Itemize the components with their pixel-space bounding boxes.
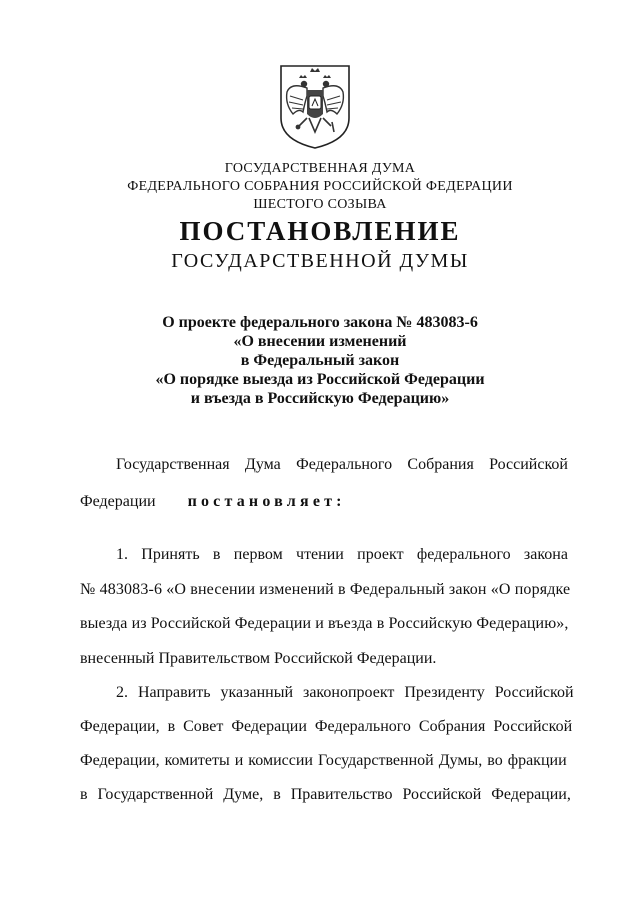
document-subtitle: ГОСУДАРСТВЕННОЙ ДУМЫ [171,250,469,272]
item1-word: Принять [141,546,200,563]
item1-word: в [212,546,221,563]
resolution-subject [0,313,640,408]
item1-line [116,545,568,565]
preamble-word: Дума [244,456,281,473]
item1-word: чтении [296,546,344,563]
preamble-start: Федерации [80,493,156,510]
subject-line: «О внесении изменений [233,333,407,350]
subject-line: и въезда в Российскую Федерацию» [190,390,450,407]
item1-line: № 483083-6 «О внесении изменений в Федеральный закон «О порядке [80,581,571,598]
preamble-word: Федерального [296,456,393,473]
preamble-word: Собрания [407,456,474,473]
item1-word: 1. [116,546,128,563]
document-title: ПОСТАНОВЛЕНИЕ [179,216,461,246]
preamble-word: Российской [489,456,568,473]
item1-word: первом [233,546,283,563]
decree-word: постановляет: [187,493,346,510]
item2-line: 2. Направить указанный законопроект Президенту Российской [116,684,574,701]
item2-line: Федерации, в Совет Федерации Федерального Собрания Российской [80,718,573,735]
preamble-line [80,492,568,512]
preamble-word: Государственная [116,456,230,473]
convocation: ШЕСТОГО СОЗЫВА [253,197,387,212]
subject-line: О проекте федерального закона № 483083-6 [162,314,478,331]
item2-line: Федерации, комитеты и комиссии Государственной Думы, во фракции [80,752,567,769]
subject-line: в Федеральный закон [240,352,400,369]
preamble-line [116,455,568,475]
subject-line: «О порядке выезда из Российской Федерации [155,371,485,388]
chamber-name: ГОСУДАРСТВЕННАЯ ДУМА [224,161,416,176]
item1-word: федерального [416,546,511,563]
item2-line: в Государственной Думе, в Правительство Российской Федерации, [80,786,571,803]
item1-word: проект [357,546,404,563]
coat-of-arms-icon [277,62,353,150]
item1-line: внесенный Правительством Российской Федерации. [80,650,437,667]
item1-line: выезда из Российской Федерации и въезда в Российскую Федерацию», [80,615,569,632]
parliament-name: ФЕДЕРАЛЬНОГО СОБРАНИЯ РОССИЙСКОЙ ФЕДЕРАЦИИ [127,179,513,194]
item1-word: закона [523,546,568,563]
